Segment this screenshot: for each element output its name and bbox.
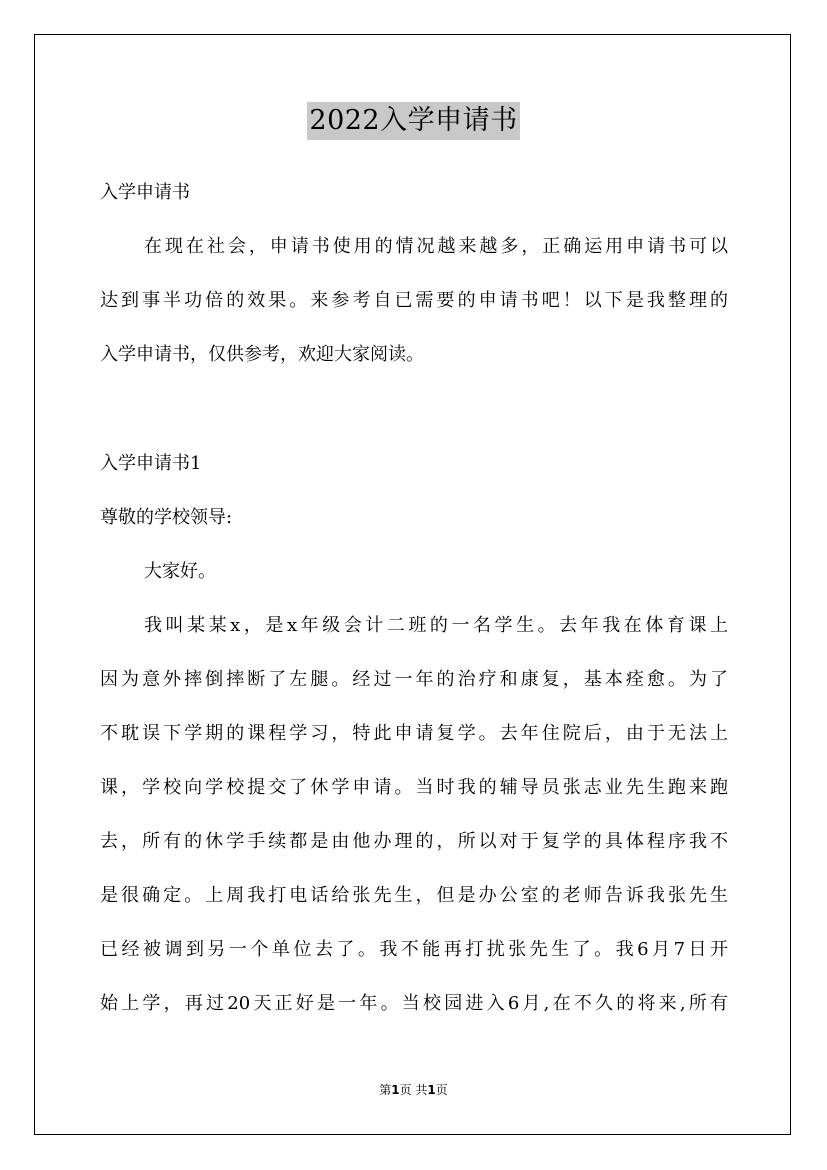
body-line-3: 不耽误下学期的课程学习，特此申请复学。去年住院后，由于无法上 xyxy=(100,723,728,744)
body-line-8: 始上学，再过20天正好是一年。当校园进入6月,在不久的将来,所有 xyxy=(100,993,728,1014)
footer-mid: 页 共 xyxy=(399,1083,428,1097)
body-line-5: 去，所有的休学手续都是由他办理的，所以对于复学的具体程序我不 xyxy=(100,831,728,852)
footer-suffix: 页 xyxy=(435,1083,448,1097)
intro-line-2: 达到事半功倍的效果。来参考自已需要的申请书吧！以下是我整理的 xyxy=(100,290,728,311)
document-title: 2022入学申请书 xyxy=(307,102,519,140)
body-line-4: 课，学校向学校提交了休学申请。当时我的辅导员张志业先生跑来跑 xyxy=(100,777,728,798)
body-line-6: 是很确定。上周我打电话给张先生，但是办公室的老师告诉我张先生 xyxy=(100,885,728,906)
intro-line-3: 入学申请书，仅供参考，欢迎大家阅读。 xyxy=(100,344,424,365)
footer-page-number: 1 xyxy=(391,1083,400,1097)
body-line-1: 我叫某某x，是x年级会计二班的一名学生。去年我在体育课上 xyxy=(144,615,728,636)
letter-heading: 入学申请书1 xyxy=(100,453,202,474)
body-line-7: 已经被调到另一个单位去了。我不能再打扰张先生了。我6月7日开 xyxy=(100,939,728,960)
section-heading: 入学申请书 xyxy=(100,182,190,203)
greeting: 大家好。 xyxy=(144,561,216,582)
intro-line-1: 在现在社会，申请书使用的情况越来越多，正确运用申请书可以 xyxy=(144,236,728,257)
page-footer xyxy=(0,1082,827,1098)
body-line-2: 因为意外摔倒摔断了左腿。经过一年的治疗和康复，基本痊愈。为了 xyxy=(100,669,728,690)
title-container xyxy=(0,102,827,140)
salutation: 尊敬的学校领导: xyxy=(100,507,233,528)
footer-total-pages: 1 xyxy=(427,1083,436,1097)
footer-prefix: 第 xyxy=(379,1083,392,1097)
